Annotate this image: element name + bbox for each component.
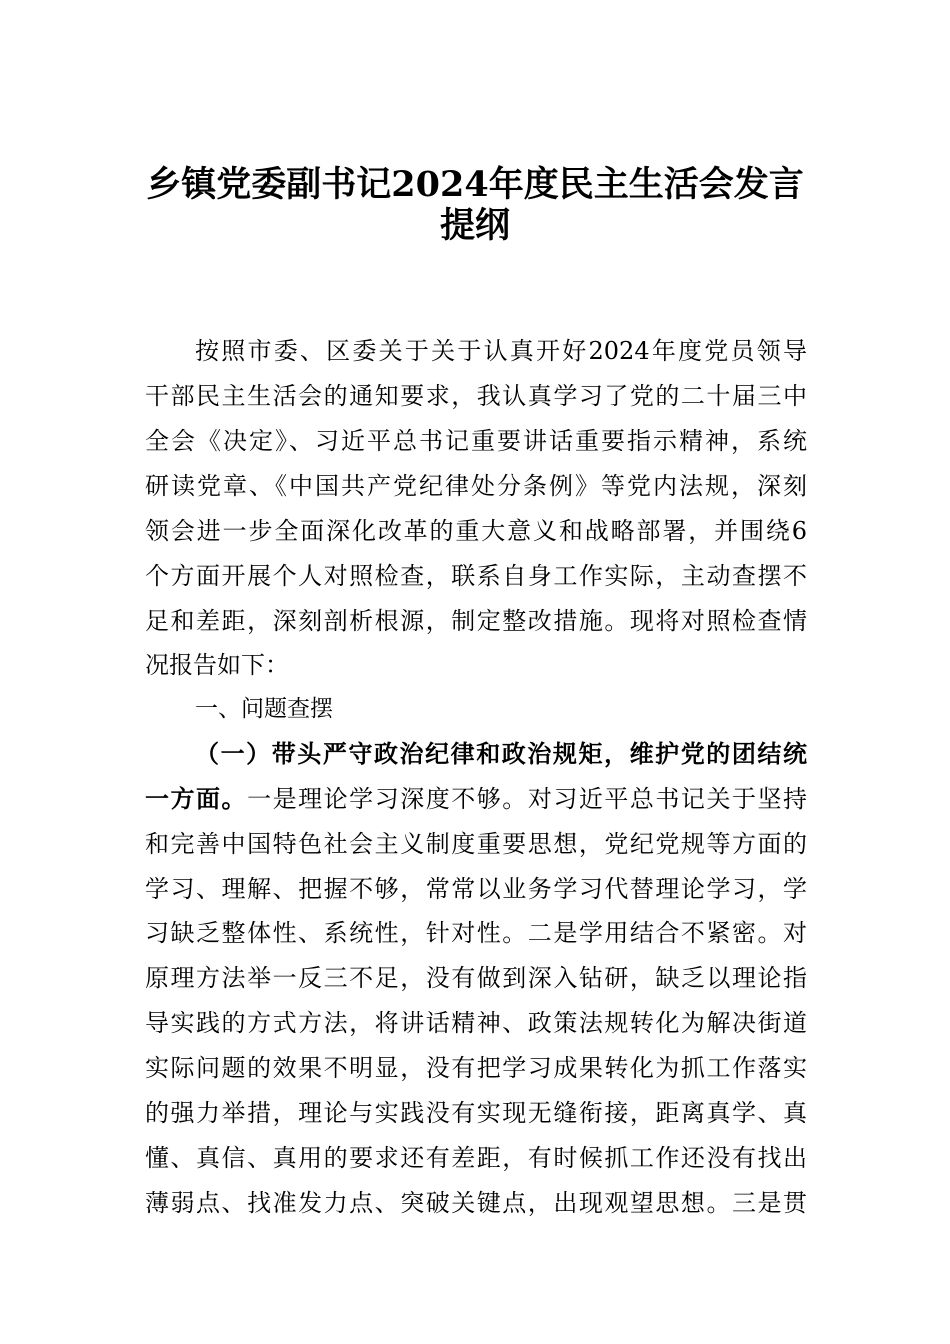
intro-paragraph-line: 全会《决定》、习近平总书记重要讲话重要指示精神，系统: [145, 427, 807, 455]
body-paragraph-line: 薄弱点、找准发力点、突破关键点，出现观望思想。三是贯: [145, 1189, 807, 1217]
body-paragraph-line: 和完善中国特色社会主义制度重要思想，党纪党规等方面的: [145, 830, 807, 858]
subsection-heading-line: （一）带头严守政治纪律和政治规矩，维护党的团结统: [195, 739, 807, 768]
body-paragraph-line: 的强力举措，理论与实践没有实现无缝衔接，距离真学、真: [145, 1099, 807, 1127]
document-title-line-2: 提纲: [439, 205, 510, 246]
subsection-line-mixed: [145, 784, 807, 814]
body-paragraph-line: 习缺乏整体性、系统性，针对性。二是学用结合不紧密。对: [145, 919, 807, 947]
intro-paragraph-line: 按照市委、区委关于关于认真开好2024年度党员领导: [195, 337, 807, 365]
subsection-text: 一是理论学习深度不够。对习近平总书记关于坚持: [247, 785, 807, 813]
body-paragraph-line: 懂、真信、真用的要求还有差距，有时候抓工作还没有找出: [145, 1144, 807, 1172]
section-heading: 一、问题查摆: [195, 696, 333, 722]
body-paragraph-line: 原理方法举一反三不足，没有做到深入钻研，缺乏以理论指: [145, 964, 807, 992]
body-paragraph-line: 学习、理解、把握不够，常常以业务学习代替理论学习，学: [145, 875, 807, 903]
intro-paragraph-line: 干部民主生活会的通知要求，我认真学习了党的二十届三中: [145, 382, 807, 410]
subsection-heading-end: 一方面。: [145, 784, 248, 813]
intro-paragraph-line: 研读党章、《中国共产党纪律处分条例》等党内法规，深刻: [145, 472, 807, 500]
intro-paragraph-line: 足和差距，深刻剖析根源，制定整改措施。现将对照检查情: [145, 607, 807, 635]
body-paragraph-line: 实际问题的效果不明显，没有把学习成果转化为抓工作落实: [145, 1054, 807, 1082]
intro-paragraph-line: 个方面开展个人对照检查，联系自身工作实际，主动查摆不: [145, 562, 807, 590]
intro-paragraph-line: 况报告如下：: [145, 651, 289, 679]
intro-paragraph-line: 领会进一步全面深化改革的重大意义和战略部署，并围绕6: [145, 517, 807, 545]
document-title-line-1: 乡镇党委副书记2024年度民主生活会发言: [146, 164, 804, 205]
body-paragraph-line: 导实践的方式方法，将讲话精神、政策法规转化为解决街道: [145, 1009, 807, 1037]
